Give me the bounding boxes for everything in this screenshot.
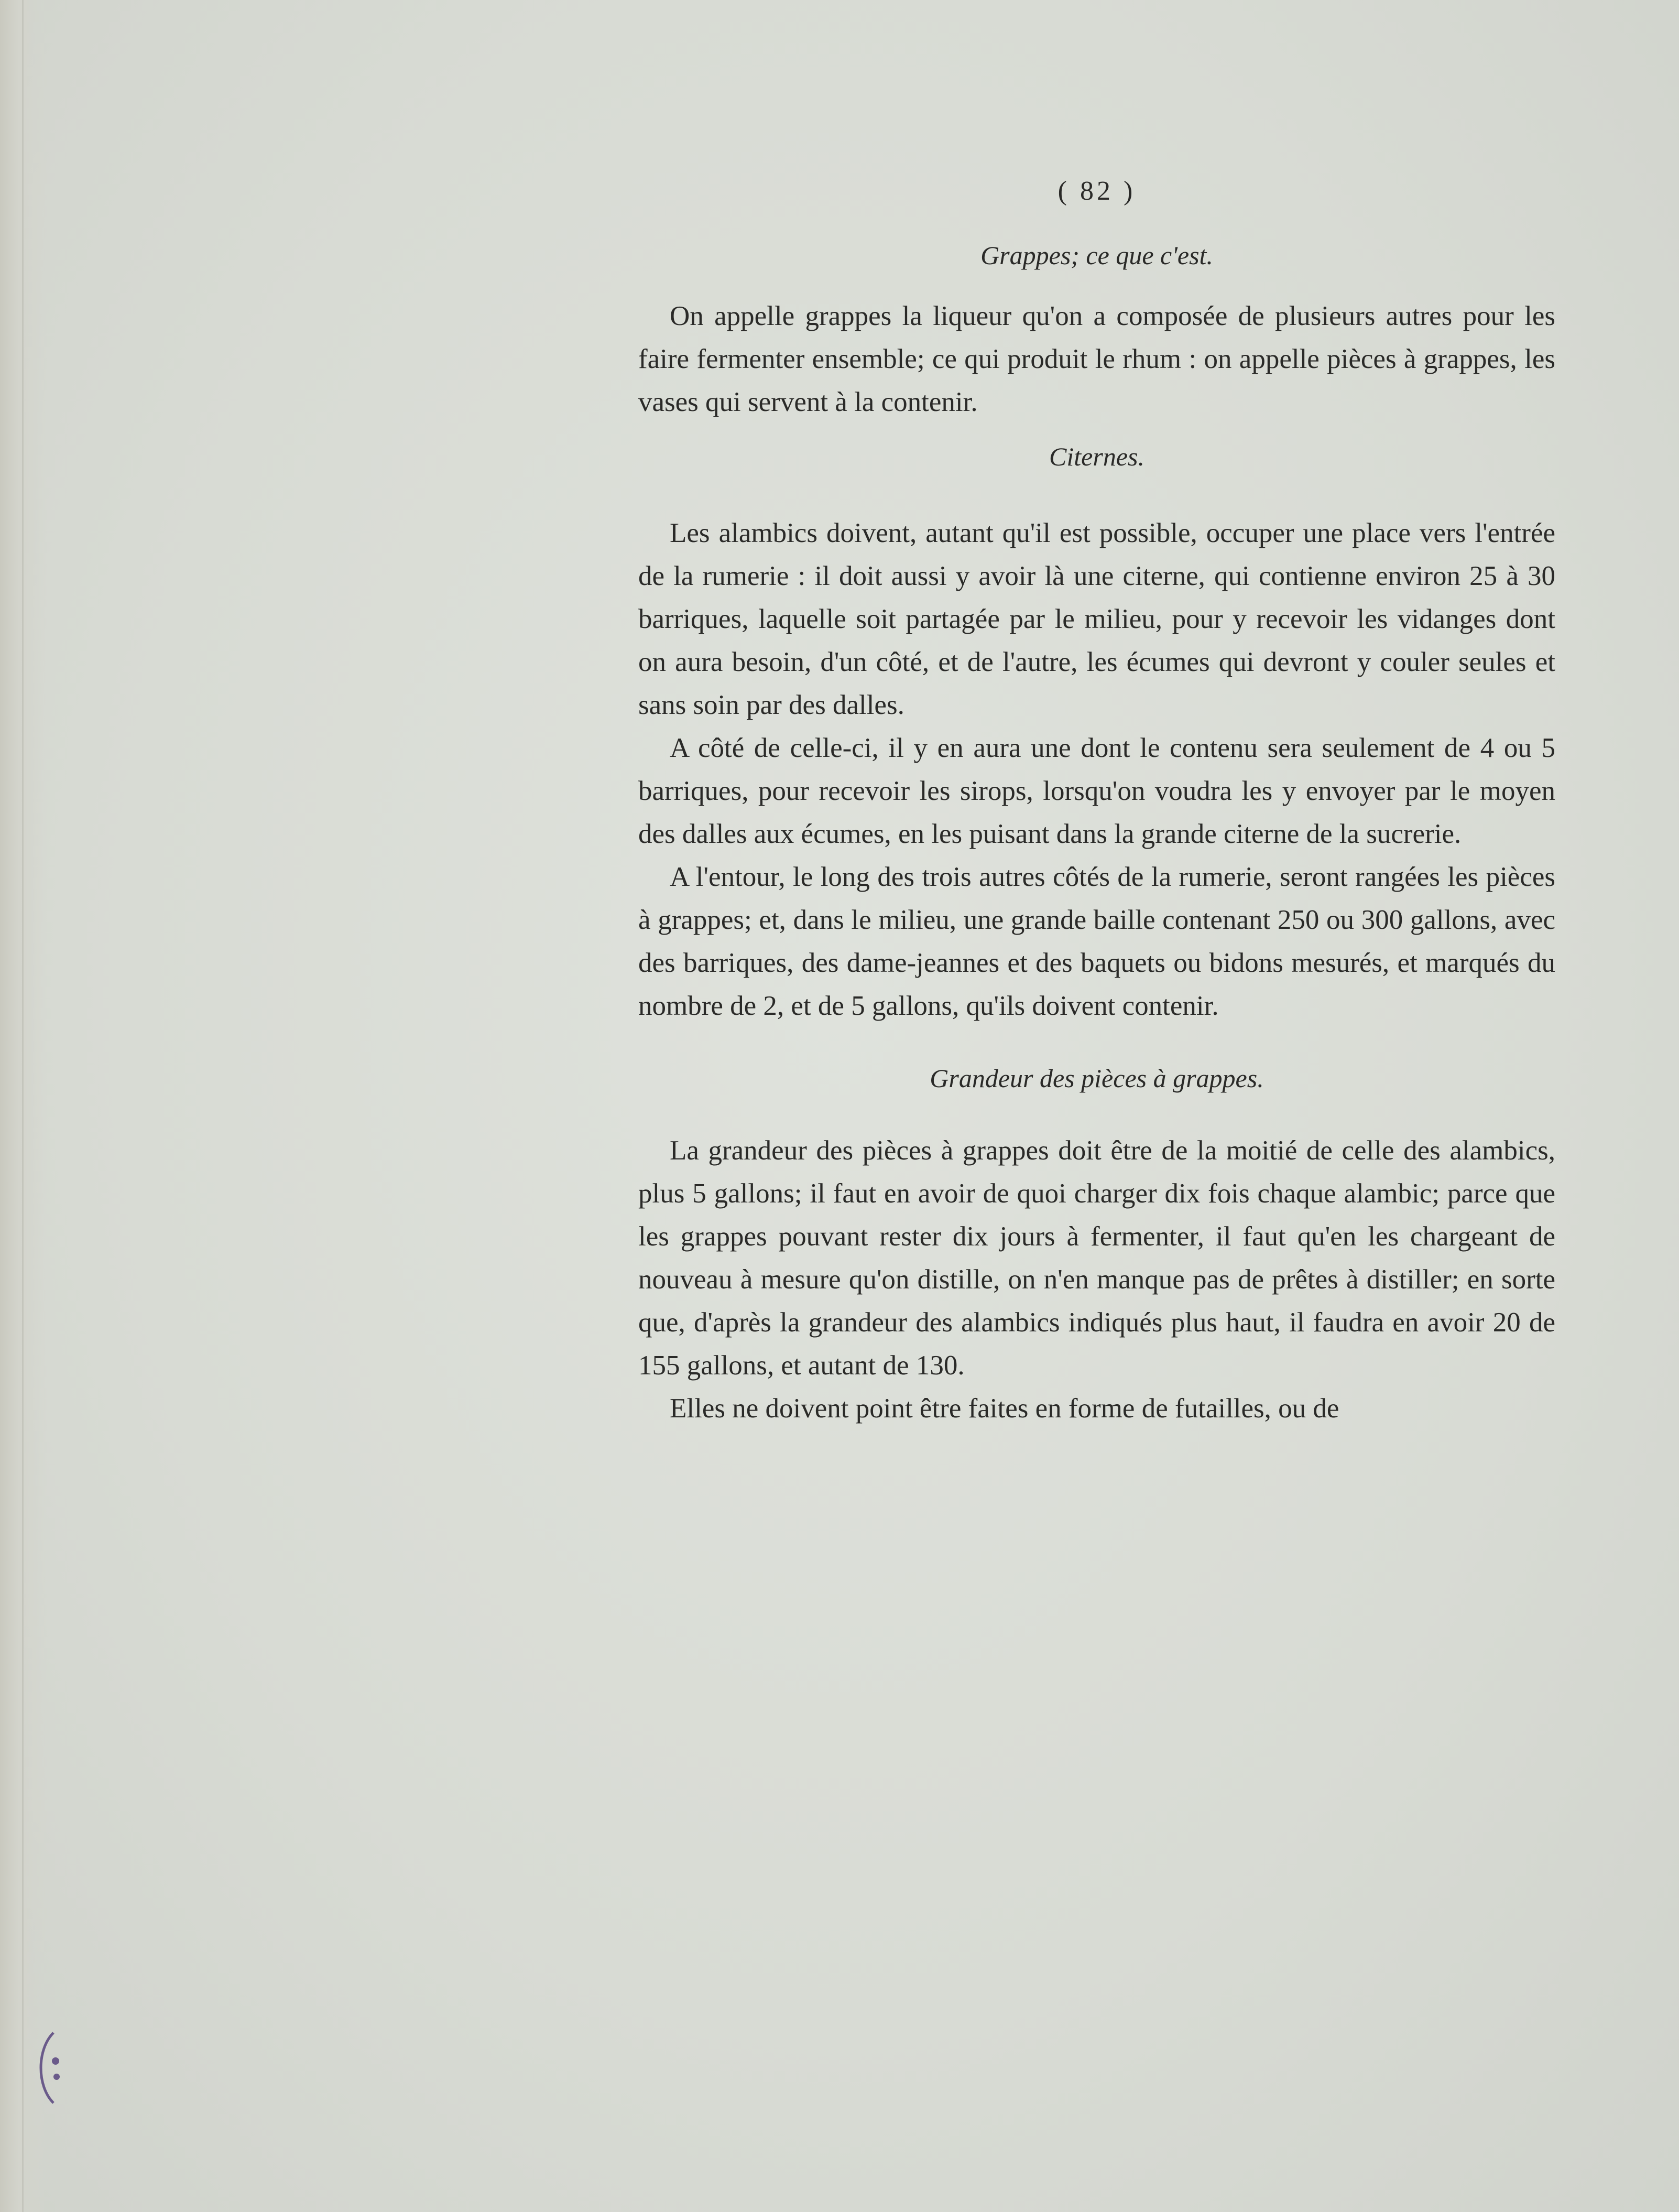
text-block xyxy=(638,173,1555,1430)
section-heading-citernes: Citernes. xyxy=(1049,442,1144,471)
paragraph: On appelle grappes la liqueur qu'on a composée de plusieurs autres pour les faire fermenter ensemble; ce qui produit le rhum : on appelle pièces à grappes, les vases qui servent à la contenir. xyxy=(638,301,1555,417)
page-number: ( 82 ) xyxy=(1057,176,1136,206)
section-heading-grappes: Grappes; ce que c'est. xyxy=(980,241,1213,270)
paragraph: Les alambics doivent, autant qu'il est possible, occuper une place vers l'entrée de la rumerie : il doit aussi y avoir là une citerne, qui contienne environ 25 à 30 barriques, laquelle soit partagée par le milieu, pour y recevoir les vidanges dont on aura besoin, d'un côté, et de l'autre, les écumes qui devront y couler seules et sans soin par des dalles. xyxy=(638,518,1555,720)
paragraph: La grandeur des pièces à grappes doit être de la moitié de celle des alambics, plus 5 gallons; il faut en avoir de quoi charger dix fois chaque alambic; parce que les grappes pouvant rester dix jours à fermenter, il faut qu'en les chargeant de nouveau à mesure qu'on distille, on n'en manque pas de prêtes à distiller; en sorte que, d'après la grandeur des alambics indiqués plus haut, il faudra en avoir 20 de 155 gallons, et autant de 130. xyxy=(638,1135,1555,1381)
page-binding-edge xyxy=(0,0,47,2212)
paragraph: Elles ne doivent point être faites en forme de futailles, ou de xyxy=(670,1393,1339,1424)
library-stamp-icon xyxy=(32,2029,66,2107)
paragraph: A l'entour, le long des trois autres côtés de la rumerie, seront rangées les pièces à grappes; et, dans le milieu, une grande baille contenant 250 ou 300 gallons, avec des barriques, des dame-jeannes et des baquets ou bidons mesurés, et marqués du nombre de 2, et de 5 gallons, qu'ils doivent contenir. xyxy=(638,862,1555,1021)
page-fold-line xyxy=(22,0,24,2212)
section-heading-grandeur: Grandeur des pièces à grappes. xyxy=(930,1064,1264,1093)
paragraph: A côté de celle-ci, il y en aura une dont le contenu sera seulement de 4 ou 5 barriques, pour recevoir les sirops, lorsqu'on voudra les y envoyer par le moyen des dalles aux écumes, en les puisant dans la grande citerne de la sucrerie. xyxy=(638,733,1555,849)
